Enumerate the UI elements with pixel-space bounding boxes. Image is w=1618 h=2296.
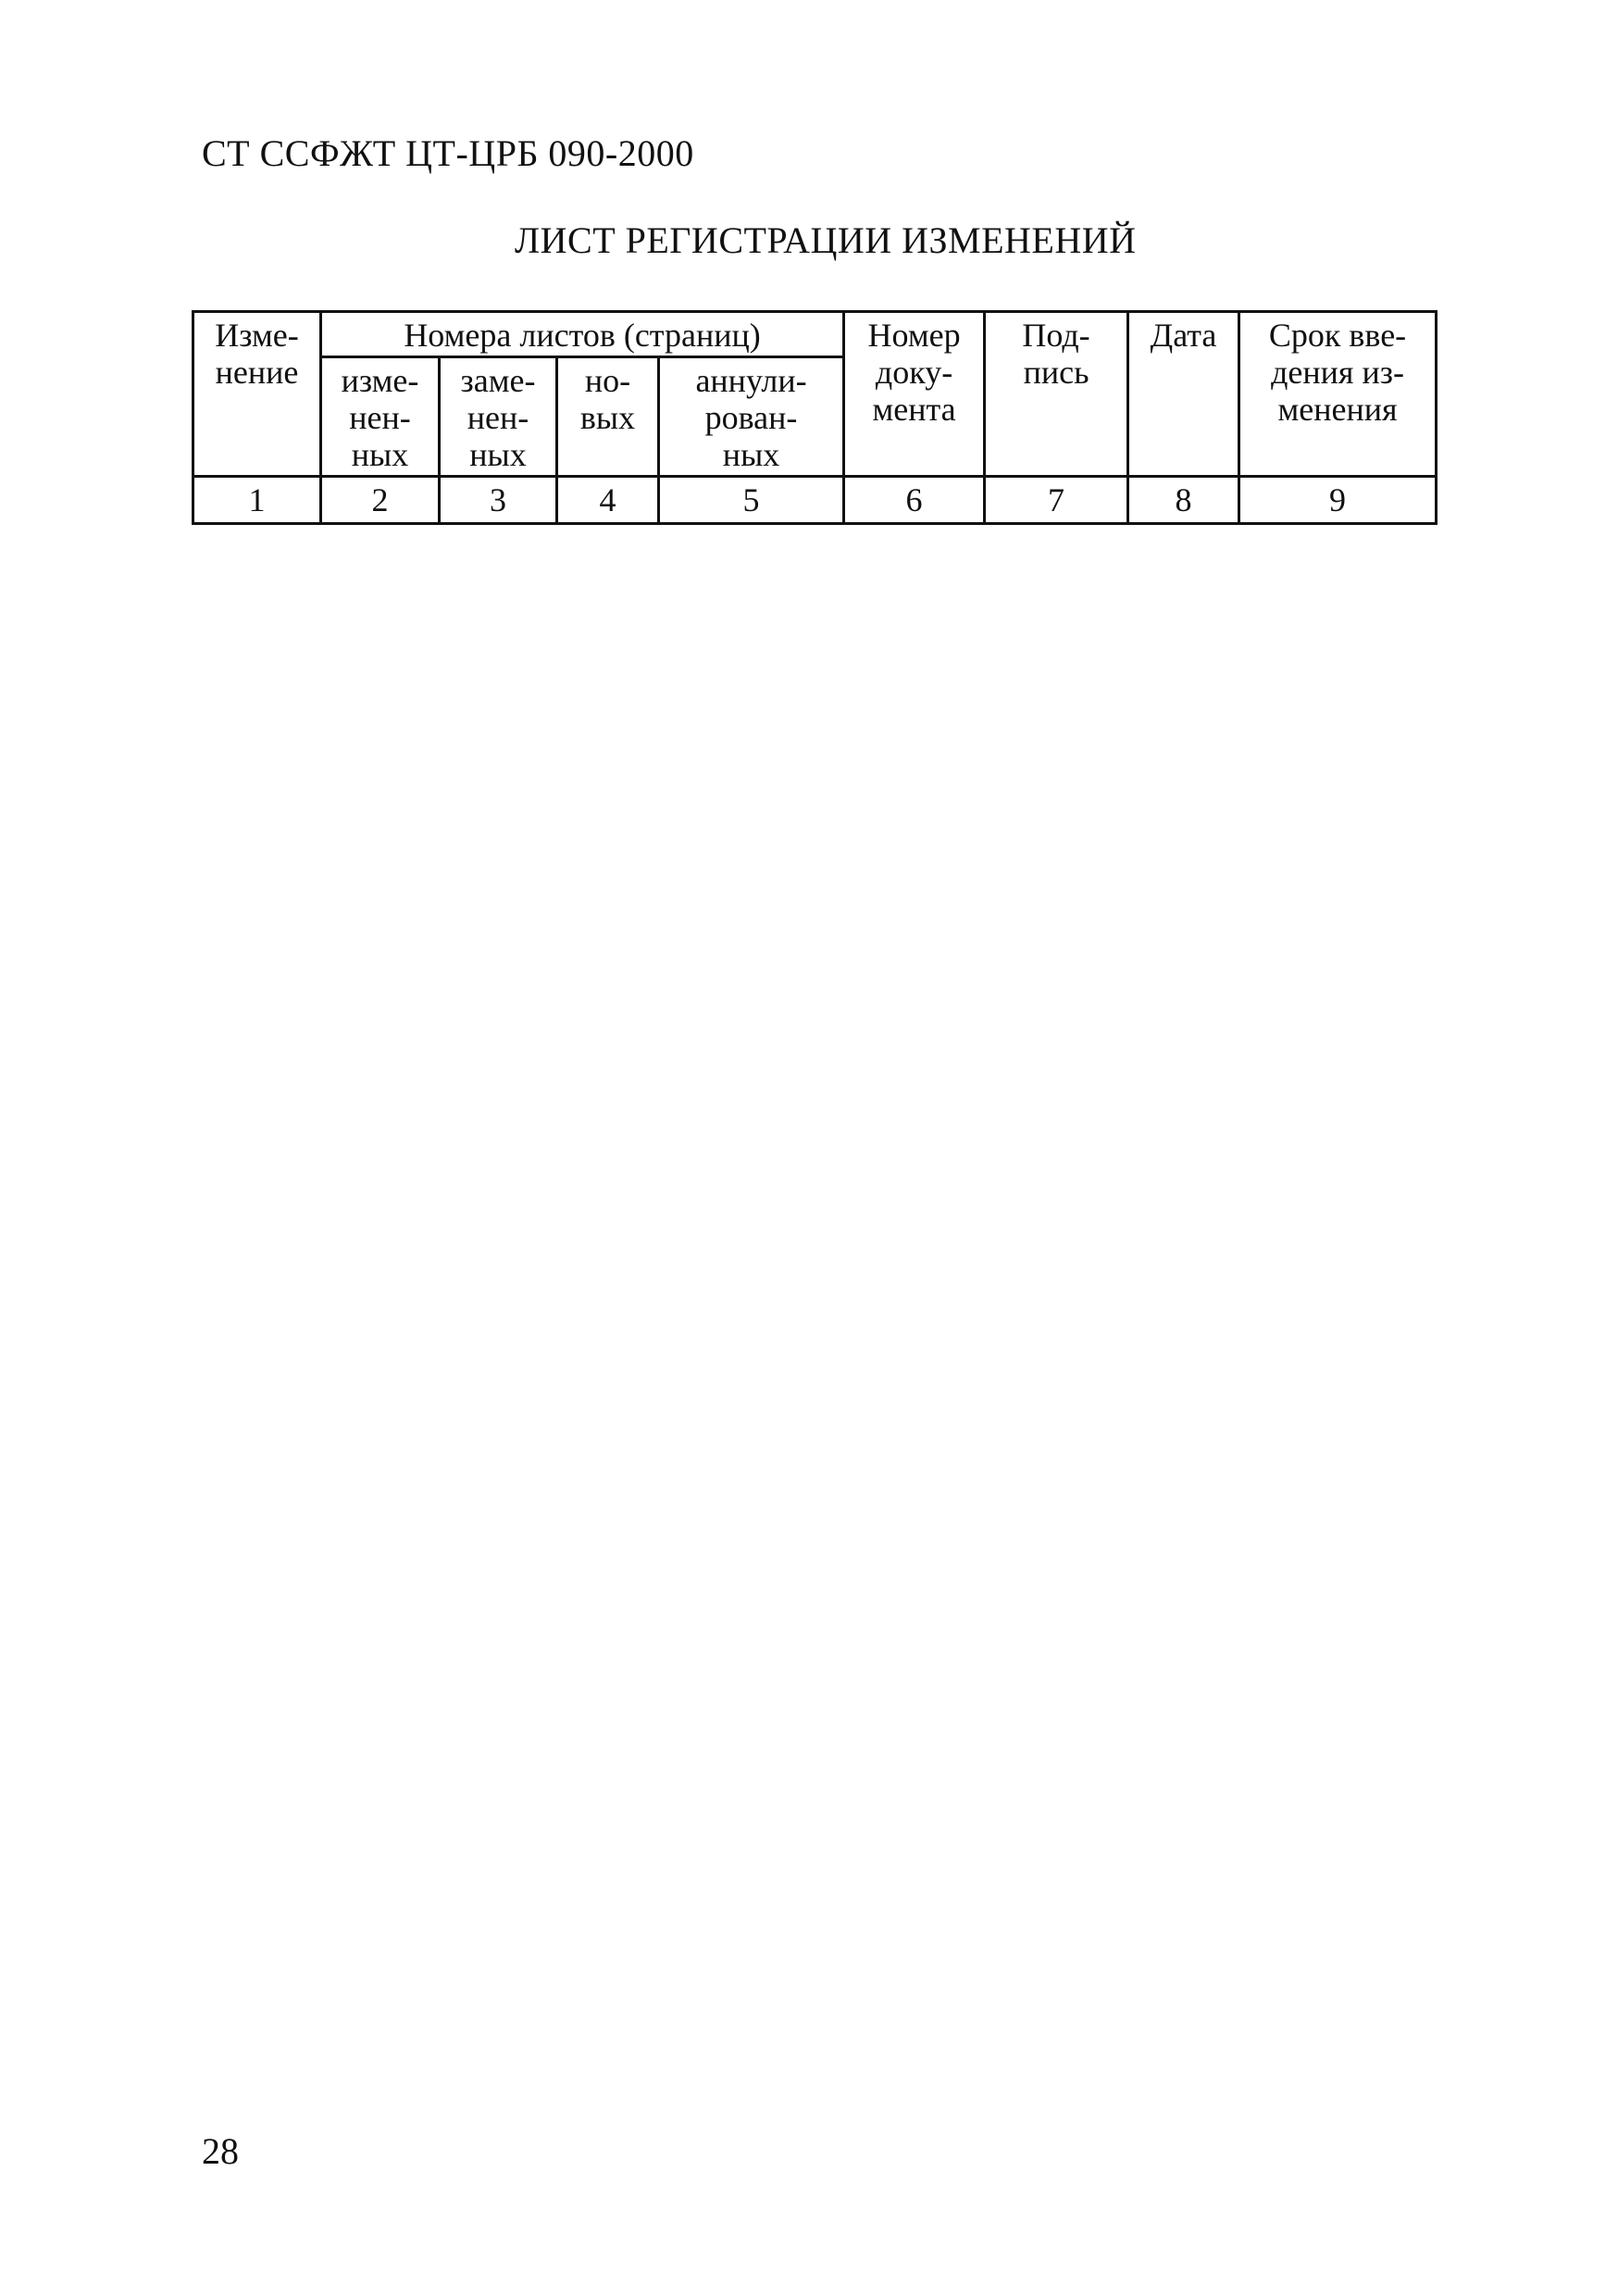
header-sheet-numbers: Номера листов (страниц) (321, 312, 844, 357)
column-number: 4 (557, 477, 659, 524)
header-signature: Под- пись (985, 312, 1128, 477)
document-code: СТ ССФЖТ ЦТ-ЦРБ 090-2000 (202, 132, 694, 174)
column-number: 7 (985, 477, 1128, 524)
header-changed-sheets: изме- нен- ных (321, 357, 440, 477)
header-new-sheets: но- вых (557, 357, 659, 477)
column-number: 8 (1128, 477, 1239, 524)
header-effective-term: Срок вве- дения из- менения (1239, 312, 1437, 477)
column-number: 1 (193, 477, 321, 524)
column-number: 5 (659, 477, 844, 524)
header-cancelled-sheets: аннули- рован- ных (659, 357, 844, 477)
page-number: 28 (202, 2130, 239, 2172)
column-number: 9 (1239, 477, 1437, 524)
table-header-row (193, 312, 1437, 357)
column-number: 3 (440, 477, 557, 524)
change-registration-table (192, 310, 1438, 525)
column-number-row (193, 477, 1437, 524)
column-number: 2 (321, 477, 440, 524)
header-change: Изме- нение (193, 312, 321, 477)
header-document-number: Номер доку- мента (844, 312, 985, 477)
page-title: ЛИСТ РЕГИСТРАЦИИ ИЗМЕНЕНИЙ (515, 219, 1137, 261)
column-number: 6 (844, 477, 985, 524)
header-replaced-sheets: заме- нен- ных (440, 357, 557, 477)
header-date: Дата (1128, 312, 1239, 477)
